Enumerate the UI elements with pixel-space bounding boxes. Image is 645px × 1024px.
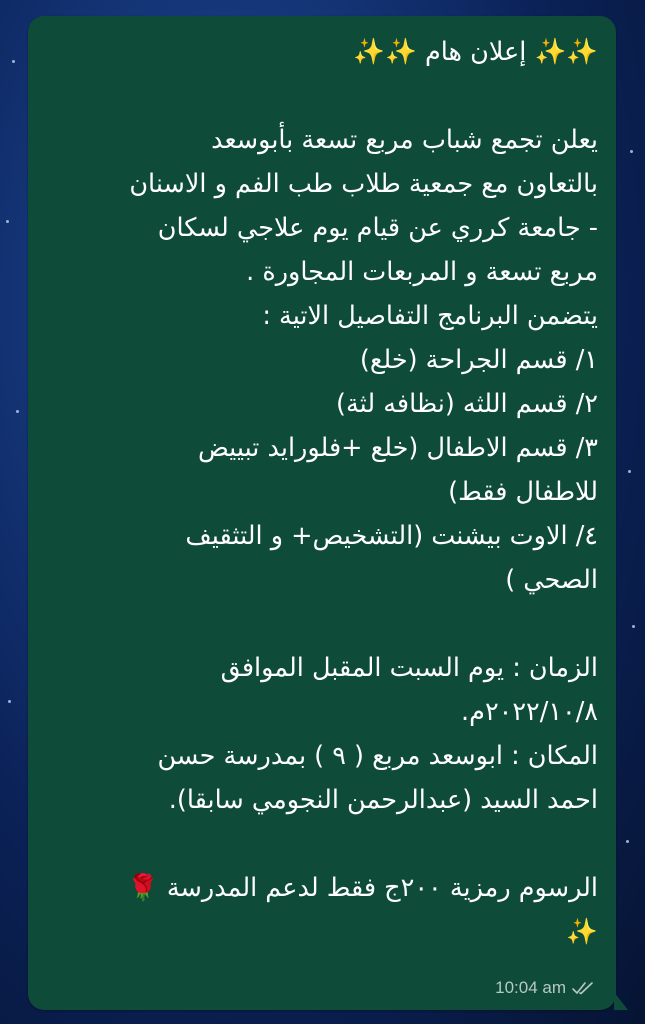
sparkle-icon: ✨ <box>566 917 598 947</box>
message-line: ١/ قسم الجراحة (خلع) <box>359 345 598 375</box>
message-meta <box>495 978 594 998</box>
message-line: ٣/ قسم الاطفال (خلع +فلورايد تبييض <box>197 433 598 463</box>
message-line: المكان : ابوسعد مربع ( ٩ ) بمدرسة حسن <box>157 741 598 771</box>
message-line: مربع تسعة و المربعات المجاورة . <box>246 257 598 287</box>
message-line: ✨✨ إعلان هام ✨✨ <box>353 37 598 67</box>
double-check-icon <box>572 981 594 995</box>
message-line: ٤/ الاوت بيشنت (التشخيص+ و التثقيف <box>185 521 598 551</box>
message-text <box>36 30 598 954</box>
star <box>16 410 19 413</box>
message-line: الصحي ) <box>505 565 598 595</box>
star <box>8 700 11 703</box>
sparkle-icon: ✨ <box>534 37 567 67</box>
message-line: احمد السيد (عبدالرحمن النجومي سابقا). <box>168 785 598 815</box>
message-line: ٢٠٢٢/١٠/٨م. <box>461 697 598 727</box>
sparkle-icon: ✨ <box>353 37 386 67</box>
rose-icon: 🌹 <box>127 873 159 903</box>
sparkle-icon: ✨ <box>385 37 417 67</box>
message-line: يعلن تجمع شباب مربع تسعة بأبوسعد <box>211 125 598 155</box>
message-line: - جامعة كرري عن قيام يوم علاجي لسكان <box>157 213 598 243</box>
message-time: 10:04 am <box>495 978 566 997</box>
message-line <box>36 910 598 954</box>
message-line: الزمان : يوم السبت المقبل الموافق <box>220 653 598 683</box>
message-line <box>36 822 598 866</box>
message-line: ٢/ قسم اللثه (نظافه لثة) <box>336 389 598 419</box>
message-bubble[interactable] <box>28 16 616 1010</box>
sparkle-icon: ✨ <box>566 37 598 67</box>
star <box>12 60 15 63</box>
star <box>632 625 635 628</box>
message-line: الرسوم رمزية ٢٠٠ج فقط لدعم المدرسة 🌹 <box>127 873 598 903</box>
message-line <box>36 602 598 646</box>
star <box>630 150 633 153</box>
message-line: يتضمن البرنامج التفاصيل الاتية : <box>262 301 598 331</box>
star <box>6 220 9 223</box>
message-line: بالتعاون مع جمعية طلاب طب الفم و الاسنان <box>129 169 598 199</box>
star <box>626 840 629 843</box>
message-line: للاطفال فقط) <box>448 477 598 507</box>
star <box>628 470 631 473</box>
message-line <box>36 74 598 118</box>
